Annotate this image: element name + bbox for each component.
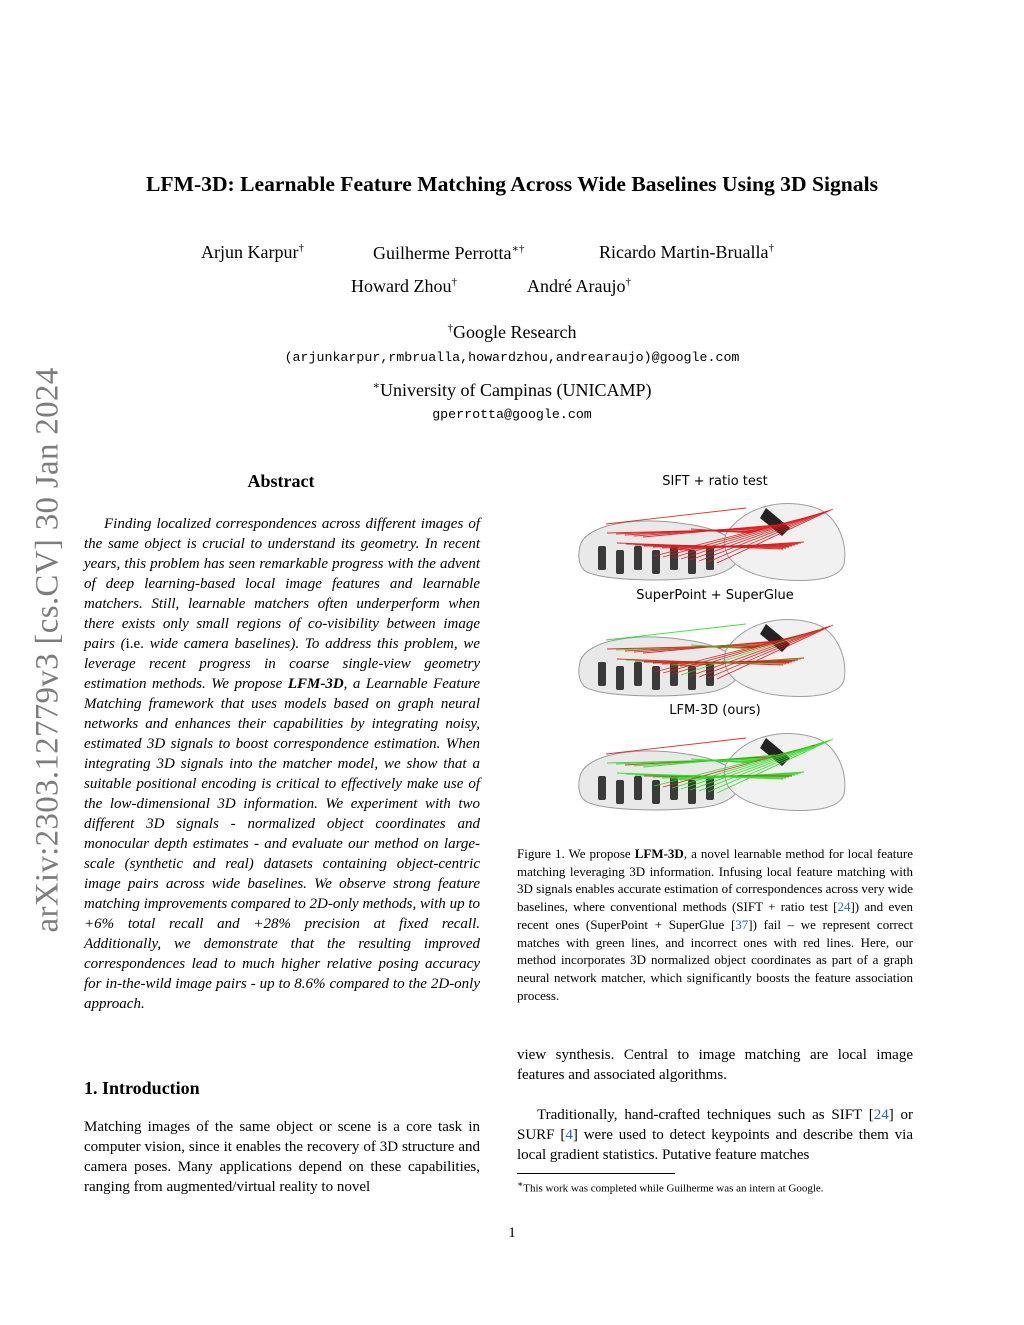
caption-method-name: LFM-3D	[634, 846, 684, 861]
citation-link[interactable]: 24	[873, 1107, 889, 1123]
match-line	[606, 738, 746, 754]
sole-tread-shape	[634, 776, 642, 800]
sole-tread-shape	[616, 780, 624, 804]
sole-tread-shape	[688, 780, 696, 804]
sole-tread-shape	[670, 662, 678, 686]
body-text: view synthesis. Central to image matching are local image features and associated algorithms.	[517, 1047, 913, 1083]
affiliation-google	[0, 322, 1024, 343]
page-number: 1	[508, 1225, 516, 1241]
figure-panel-lfm3d	[576, 724, 852, 816]
arxiv-stamp	[18, 360, 78, 940]
abstract-method-name: LFM-3D	[287, 676, 344, 692]
footnote	[517, 1179, 913, 1195]
right-shoe-shape	[725, 504, 845, 581]
author-zhou	[351, 276, 457, 297]
author-mark: †	[451, 276, 457, 288]
abstract-heading: Abstract	[247, 471, 315, 491]
abstract-text: , a Learnable Feature Matching framework that uses models based on graph neural networks and enhances their capabilities by integrating noisy, estimated 3D signals to boost correspondence estimation. When integrating 3D signals into the matcher model, we show that a suitable positional encoding is critical to effectively make use of the low-dimensional 3D information. We experiment with two different 3D signals - normalized object coordinates and monocular depth estimates - and evaluate our method on large-scale (synthetic and real) datasets containing object-centric image pairs across wide baselines. We observe strong feature matching improvements compared to 2D-only methods, with up to +6% total recall and +28% precision at fixed recall. Additionally, we demonstrate that the resulting improved correspondences lead to much higher relative posing accuracy for in-the-wild image pairs - up to 8.6% compared to the 2D-only approach.	[84, 676, 481, 1012]
sole-tread-shape	[688, 550, 696, 574]
introduction-paragraph: Matching images of the same object or scene is a core task in computer vision, since it enables the recovery of 3D structure and camera poses. Many applications depend on these capabilities, ranging from augmented/virtual reality to novel	[84, 1119, 480, 1195]
sole-tread-shape	[670, 776, 678, 800]
right-shoe-shape	[725, 620, 845, 697]
sole-tread-shape	[634, 662, 642, 686]
figure-label-lfm3d: LFM-3D (ours)	[669, 703, 761, 718]
author-mark: †	[298, 242, 304, 254]
sole-tread-shape	[652, 666, 660, 690]
sole-tread-shape	[616, 666, 624, 690]
citation-link[interactable]: 24	[837, 899, 851, 915]
right-column-paragraph-2	[517, 1105, 913, 1165]
affiliation-mark: ∗	[372, 380, 380, 392]
footnote-mark: ∗	[517, 1179, 524, 1189]
abstract-paragraph	[84, 514, 480, 1014]
right-column-paragraph-1	[517, 1045, 913, 1085]
sole-tread-shape	[688, 666, 696, 690]
match-line	[606, 624, 746, 640]
email-unicamp: gperrotta@google.com	[432, 407, 592, 422]
sole-tread-shape	[634, 546, 642, 570]
affiliation-name: Google Research	[453, 322, 577, 342]
caption-text: , a novel learnable method for local feature matching leveraging 3D information. Infusing local feature matching with 3D signals enables accurate estimation of correspondences across very wide baselines, where conventional methods (SIFT + ratio test [	[517, 846, 913, 915]
citation-link[interactable]: 37	[735, 916, 749, 932]
caption-text: ]) fail – we represent correct matches with green lines, and incorrect ones with red lines. Here, our method incorporates 3D normalized object coordinates as part of a graph neural network matcher, which significantly boosts the feature association process.	[517, 916, 913, 1003]
right-shoe-shape	[725, 734, 845, 811]
author-perrotta	[373, 242, 524, 264]
author-name: Arjun Karpur	[201, 242, 299, 262]
sole-tread-shape	[598, 662, 606, 686]
affiliation-name: University of Campinas (UNICAMP)	[380, 380, 652, 400]
author-karpur	[201, 242, 304, 263]
sole-tread-shape	[652, 780, 660, 804]
author-mark: †	[768, 242, 774, 254]
sole-tread-shape	[616, 550, 624, 574]
figure-label-superglue: SuperPoint + SuperGlue	[636, 588, 794, 603]
email-google: (arjunkarpur,rmbrualla,howardzhou,andrearaujo)@google.com	[284, 350, 740, 365]
sole-tread-shape	[598, 776, 606, 800]
body-text	[517, 1105, 913, 1165]
introduction-heading: 1. Introduction	[84, 1078, 200, 1098]
abstract-ie: i.e.	[125, 636, 144, 652]
abstract-text: wide camera baselines). To address this problem, we leverage recent progress in coarse single-view geometry estimation methods. We propose	[84, 636, 480, 692]
figure-caption-text	[517, 845, 913, 1004]
body-text-span: ] were used to detect keypoints and describe them via local gradient statistics. Putative feature matches	[517, 1127, 913, 1163]
affiliation-mark: †	[447, 322, 454, 334]
author-name: Howard Zhou	[351, 276, 452, 296]
author-mark: ∗†	[511, 243, 525, 255]
paper-title: LFM-3D: Learnable Feature Matching Across Wide Baselines Using 3D Signals	[145, 172, 878, 196]
author-mark: †	[625, 276, 631, 288]
arxiv-stamp-text: arXiv:2303.12779v3 [cs.CV] 30 Jan 2024	[29, 367, 66, 933]
abstract-body	[84, 514, 480, 1014]
figure-caption	[517, 845, 913, 1004]
introduction-body	[84, 1117, 480, 1197]
footnote-rule	[517, 1173, 675, 1174]
figure-panel-sift	[576, 494, 852, 586]
sole-tread-shape	[670, 546, 678, 570]
figure-panel-superglue	[576, 610, 852, 702]
figure-label-sift: SIFT + ratio test	[662, 474, 768, 489]
author-name: Ricardo Martin-Brualla	[599, 242, 769, 262]
sole-tread-shape	[598, 546, 606, 570]
body-text-span: ] or SURF [	[517, 1107, 914, 1143]
caption-text: ]) and even recent ones (SuperPoint + SuperGlue [	[517, 899, 913, 932]
author-martin-brualla	[599, 242, 774, 263]
affiliation-unicamp	[0, 379, 1024, 401]
citation-link[interactable]: 4	[565, 1127, 573, 1143]
match-line	[606, 508, 746, 524]
sole-tread-shape	[652, 550, 660, 574]
caption-text: Figure 1. We propose	[517, 846, 635, 861]
author-name: Guilherme Perrotta	[373, 243, 512, 263]
abstract-text: Finding localized correspondences across different images of the same object is crucial to understand its geometry. In recent years, this problem has seen remarkable progress with the advent of deep learning-based local image features and learnable matchers. Still, learnable matchers often underperform when there exists only small regions of co-visibility between image pairs (	[84, 516, 480, 652]
author-name: André Araujo	[527, 276, 626, 296]
footnote-text: This work was completed while Guilherme was an intern at Google.	[523, 1182, 824, 1195]
author-araujo	[527, 276, 631, 297]
body-text-span: Traditionally, hand-crafted techniques such as SIFT [	[537, 1107, 874, 1123]
